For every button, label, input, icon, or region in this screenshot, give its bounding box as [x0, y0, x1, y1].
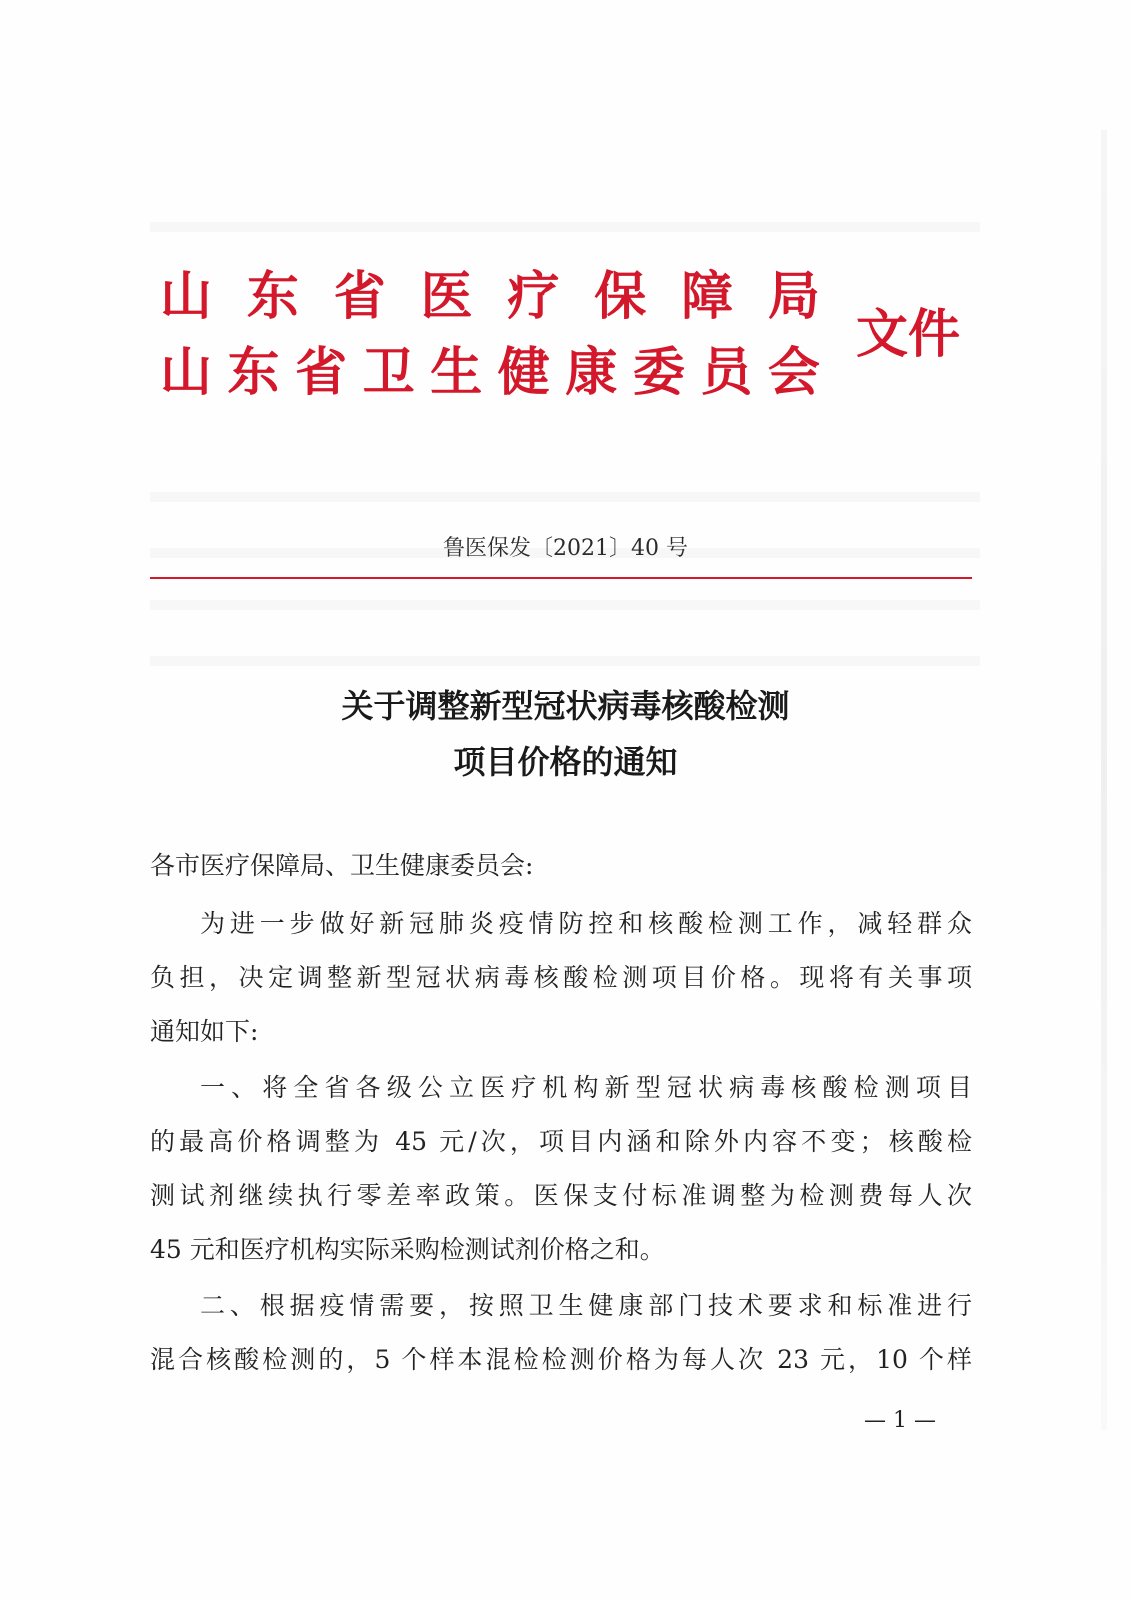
issuer-char: 康 — [565, 343, 618, 403]
bleed-through-line — [150, 492, 980, 502]
red-header — [160, 262, 990, 412]
body-line: 二、根据疫情需要，按照卫生健康部门技术要求和标准进行 — [200, 1291, 972, 1320]
body-line: 混合核酸检测的，5 个样本混检检测价格为每人次 23 元，10 个样 — [150, 1345, 972, 1374]
body-line: 为进一步做好新冠肺炎疫情防控和核酸检测工作，减轻群众 — [200, 909, 972, 938]
issuer-char: 疗 — [507, 267, 560, 327]
issuer-char: 会 — [767, 343, 820, 403]
page-number: — 1 — — [864, 1408, 936, 1433]
issuer-char: 医 — [420, 267, 473, 327]
issuer-char: 健 — [497, 343, 550, 403]
body-line: 的最高价格调整为 45 元/次，项目内涵和除外内容不变；核酸检 — [150, 1127, 972, 1156]
document-title-line-2: 项目价格的通知 — [453, 743, 678, 781]
issuer-line-2 — [160, 338, 820, 408]
issuer-char: 局 — [767, 267, 820, 327]
body-line: 通知如下: — [150, 1017, 259, 1046]
document-title-line-1: 关于调整新型冠状病毒核酸检测 — [341, 687, 790, 725]
issuer-char: 山 — [160, 343, 213, 403]
salutation: 各市医疗保障局、卫生健康委员会: — [150, 851, 534, 880]
doc-type-label: 文件 — [856, 305, 961, 365]
issuer-char: 委 — [632, 343, 685, 403]
issuer-char: 省 — [295, 343, 348, 403]
issuer-char: 东 — [246, 267, 299, 327]
red-divider — [150, 577, 972, 579]
document-number: 鲁医保发〔2021〕40 号 — [443, 536, 688, 561]
bleed-through-line — [150, 222, 980, 232]
issuer-char: 东 — [227, 343, 280, 403]
body-line: 一、将全省各级公立医疗机构新型冠状病毒核酸检测项目 — [200, 1073, 972, 1102]
issuer-char: 障 — [681, 267, 734, 327]
body-line: 测试剂继续执行零差率政策。医保支付标准调整为检测费每人次 — [150, 1181, 972, 1210]
body-line: 负担，决定调整新型冠状病毒核酸检测项目价格。现将有关事项 — [150, 963, 972, 992]
issuer-char: 卫 — [362, 343, 415, 403]
issuer-char: 保 — [594, 267, 647, 327]
issuer-char: 生 — [430, 343, 483, 403]
bleed-through-line — [150, 600, 980, 610]
issuer-char: 省 — [333, 267, 386, 327]
body-line: 45 元和医疗机构实际采购检测试剂价格之和。 — [150, 1235, 665, 1264]
issuer-line-1 — [160, 262, 820, 332]
issuer-char: 员 — [700, 343, 753, 403]
bleed-through-line — [150, 656, 980, 666]
issuer-char: 山 — [160, 267, 213, 327]
